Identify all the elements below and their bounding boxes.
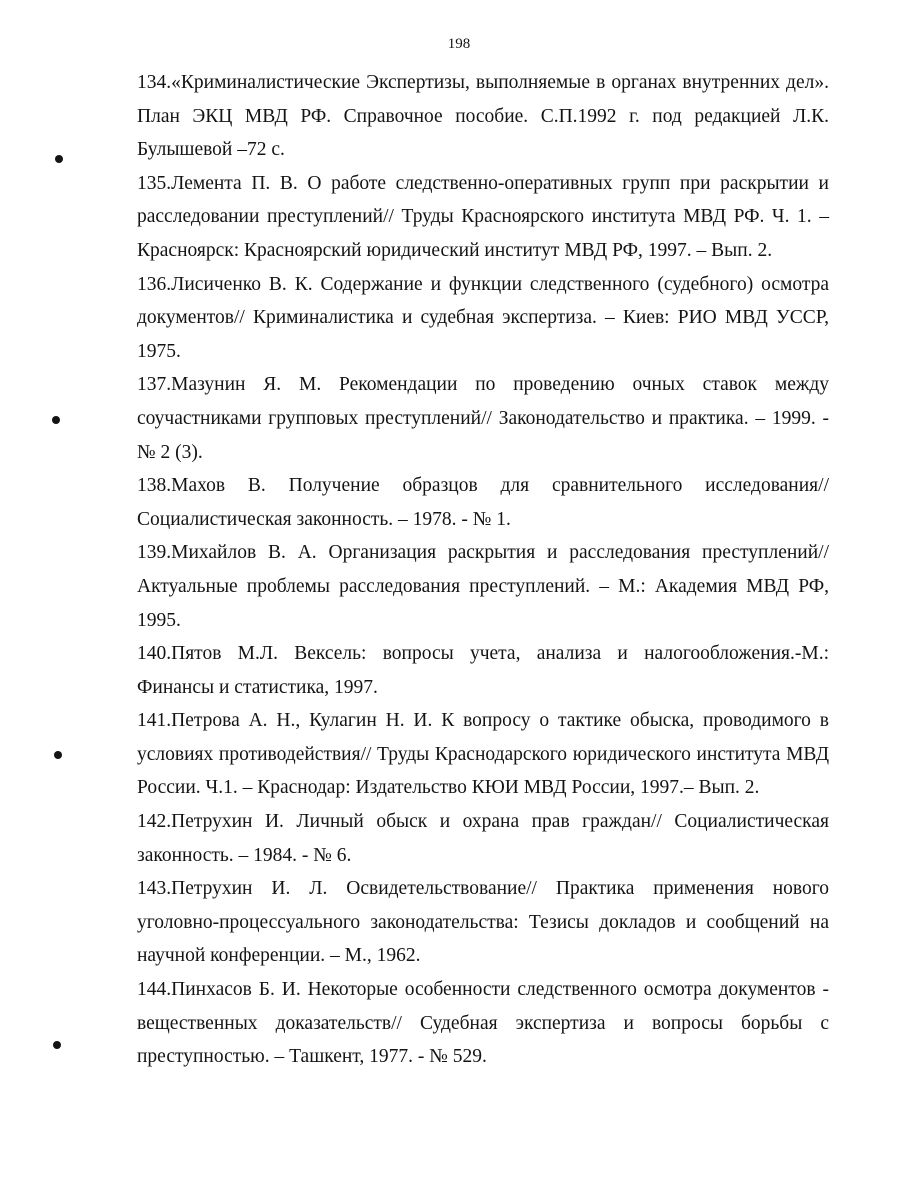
margin-hole-mark <box>52 416 60 424</box>
reference-list <box>137 66 829 1074</box>
reference-entry-144: 144.Пинхасов Б. И. Некоторые особенности следственного осмотра документов - вещественных доказательств// Судебная экспертиза и вопросы борьбы с преступностью. – Ташкент, 1977. - № 529. <box>137 979 829 1068</box>
reference-entry-142: 142.Петрухин И. Личный обыск и охрана прав граждан// Социалистическая законность. – 1984. - № 6. <box>137 811 829 866</box>
reference-entry-138: 138.Махов В. Получение образцов для сравнительного исследования// Социалистическая законность. – 1978. - № 1. <box>137 475 829 530</box>
reference-entry-140: 140.Пятов М.Л. Вексель: вопросы учета, анализа и налогообложения.-М.: Финансы и статистика, 1997. <box>137 643 829 698</box>
reference-entry-136: 136.Лисиченко В. К. Содержание и функции следственного (судебного) осмотра документов// Криминалистика и судебная экспертиза. – Киев: РИО МВД УССР, 1975. <box>137 273 829 362</box>
reference-entry-143: 143.Петрухин И. Л. Освидетельствование// Практика применения нового уголовно-процессуального законодательства: Тезисы докладов и сообщений на научной конференции. – М., 1962. <box>137 878 829 967</box>
reference-entry-135: 135.Лемента П. В. О работе следственно-оперативных групп при раскрытии и расследовании преступлений// Труды Красноярского института МВД РФ. Ч. 1. – Красноярск: Красноярский юридический институт МВД РФ, 1997. – Вып. 2. <box>137 172 829 261</box>
margin-hole-mark <box>53 1041 61 1049</box>
reference-entry-141: 141.Петрова А. Н., Кулагин Н. И. К вопросу о тактике обыска, проводимого в условиях противодействия// Труды Краснодарского юридического института МВД России. Ч.1. – Краснодар: Издательство КЮИ МВД России, 1997.– Вып. 2. <box>137 710 829 799</box>
page-number: 198 <box>447 36 471 52</box>
reference-entry-137: 137.Мазунин Я. М. Рекомендации по проведению очных ставок между соучастниками групповых преступлений// Законодательство и практика. – 1999. - № 2 (3). <box>137 374 829 463</box>
margin-hole-mark <box>54 751 62 759</box>
reference-entry-134: 134.«Криминалистические Экспертизы, выполняемые в органах внутренних дел». План ЭКЦ МВД РФ. Справочное пособие. С.П.1992 г. под редакцией Л.К. Булышевой –72 с. <box>137 72 829 161</box>
reference-entry-139: 139.Михайлов В. А. Организация раскрытия и расследования преступлений// Актуальные проблемы расследования преступлений. – М.: Академия МВД РФ, 1995. <box>137 542 829 631</box>
margin-hole-mark <box>55 155 63 163</box>
